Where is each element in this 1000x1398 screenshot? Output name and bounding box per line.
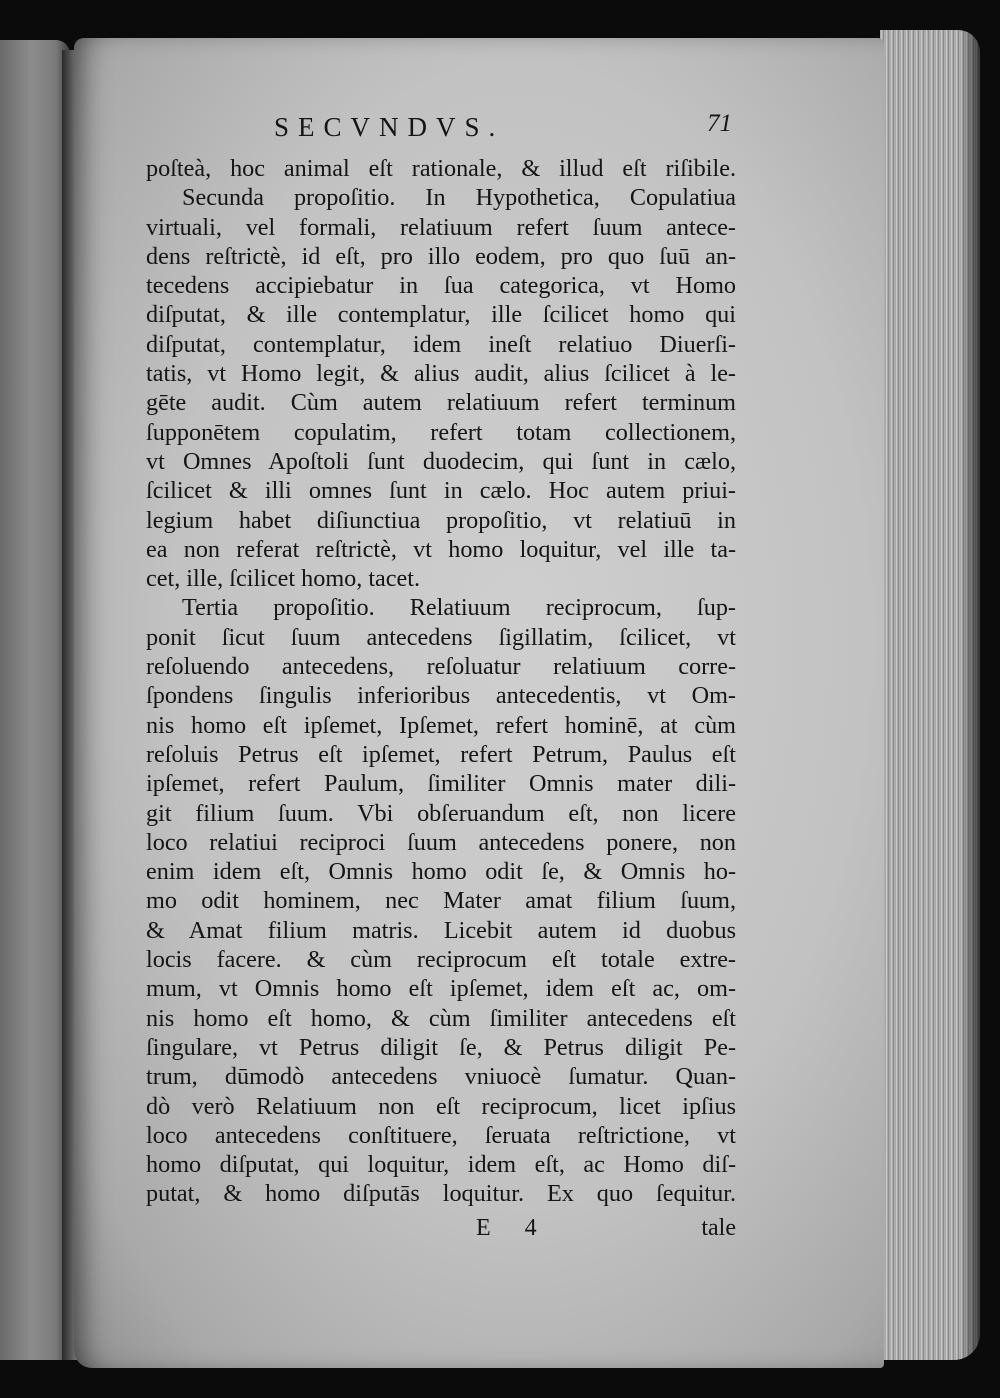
text-line: legium habet diſiunctiua propoſitio, vt relatiuū in: [146, 506, 736, 534]
text-line: ſcilicet & illi omnes ſunt in cælo. Hoc autem priui-: [146, 477, 736, 505]
text-line: reſoluis Petrus eſt ipſemet, refert Petrum, Paulus eſt: [146, 740, 736, 768]
text-line: git filium ſuum. Vbi obſeruandum eſt, non licere: [146, 799, 736, 827]
text-line: reſoluendo antecedens, reſoluatur relatiuum corre-: [146, 653, 736, 681]
text-line: enim idem eſt, Omnis homo odit ſe, & Omnis ho-: [146, 858, 736, 886]
text-line: diſputat, & ille contemplatur, ille ſcilicet homo qui: [146, 301, 736, 329]
text-line: & Amat filium matris. Licebit autem id duobus: [146, 916, 736, 944]
text-line: ea non referat reſtrictè, vt homo loquitur, vel ille ta-: [146, 535, 736, 563]
catchword: tale: [701, 1214, 736, 1241]
text-line: tatis, vt Homo legit, & alius audit, alius ſcilicet à le-: [146, 360, 736, 388]
edge-shadow: [960, 20, 1000, 1380]
text-line: ponit ſicut ſuum antecedens ſigillatim, ſcilicet, vt: [146, 623, 736, 651]
text-line: ſingulare, vt Petrus diligit ſe, & Petrus diligit Pe-: [146, 1033, 736, 1061]
text-line: loco antecedens conſtituere, ſeruata reſtrictione, vt: [146, 1121, 736, 1149]
text-line: cet, ille, ſcilicet homo, tacet.: [146, 565, 421, 593]
text-line: mum, vt Omnis homo eſt ipſemet, idem eſt ac, om-: [146, 975, 736, 1003]
body-text: [146, 154, 736, 1209]
text-line: diſputat, contemplatur, idem ineſt relatiuo Diuerſi-: [146, 330, 736, 358]
text-line: nis homo eſt ipſemet, Ipſemet, refert hominē, at cùm: [146, 711, 736, 739]
text-line: Secunda propoſitio. In Hypothetica, Copulatiua: [182, 184, 736, 212]
page-number: 71: [707, 110, 732, 137]
text-line: dens reſtrictè, id eſt, pro illo eodem, pro quo ſuū an-: [146, 242, 736, 270]
running-head: SECVNDVS.: [274, 112, 505, 142]
page-footer: [146, 1213, 736, 1247]
text-line: Tertia propoſitio. Relatiuum reciprocum, ſup-: [182, 594, 736, 622]
text-line: mo odit hominem, nec Mater amat filium ſuum,: [146, 887, 736, 915]
text-line: ipſemet, refert Paulum, ſimiliter Omnis mater dili-: [146, 770, 736, 798]
text-line: virtuali, vel formali, relatiuum refert ſuum antece-: [146, 213, 736, 241]
text-line: trum, dūmodò antecedens vniuocè ſumatur. Quan-: [146, 1063, 736, 1091]
page-header: [146, 108, 736, 154]
text-line: tecedens accipiebatur in ſua categorica, vt Homo: [146, 272, 736, 300]
text-line: dò verò Relatiuum non eſt reciprocum, licet ipſius: [146, 1092, 736, 1120]
text-line: putat, & homo diſputās loquitur. Ex quo ſequitur.: [146, 1180, 736, 1208]
text-line: gēte audit. Cùm autem relatiuum refert terminum: [146, 389, 736, 417]
text-line: poſteà, hoc animal eſt rationale, & illud eſt riſibile.: [146, 155, 736, 182]
text-line: ſupponētem copulatim, refert totam collectionem,: [146, 418, 736, 446]
left-facing-page: [0, 40, 70, 1360]
text-line: locis facere. & cùm reciprocum eſt totale extre-: [146, 946, 736, 974]
page-text-block: [146, 108, 736, 1247]
text-line: ſpondens ſingulis inferioribus antecedentis, vt Om-: [146, 682, 736, 710]
text-line: loco relatiui reciproci ſuum antecedens ponere, non: [146, 828, 736, 856]
text-line: nis homo eſt homo, & cùm ſimiliter antecedens eſt: [146, 1004, 736, 1032]
signature-mark: E 4: [476, 1214, 551, 1241]
text-line: vt Omnes Apoſtoli ſunt duodecim, qui ſunt in cælo,: [146, 447, 736, 475]
text-line: homo diſputat, qui loquitur, idem eſt, ac Homo diſ-: [146, 1151, 736, 1179]
